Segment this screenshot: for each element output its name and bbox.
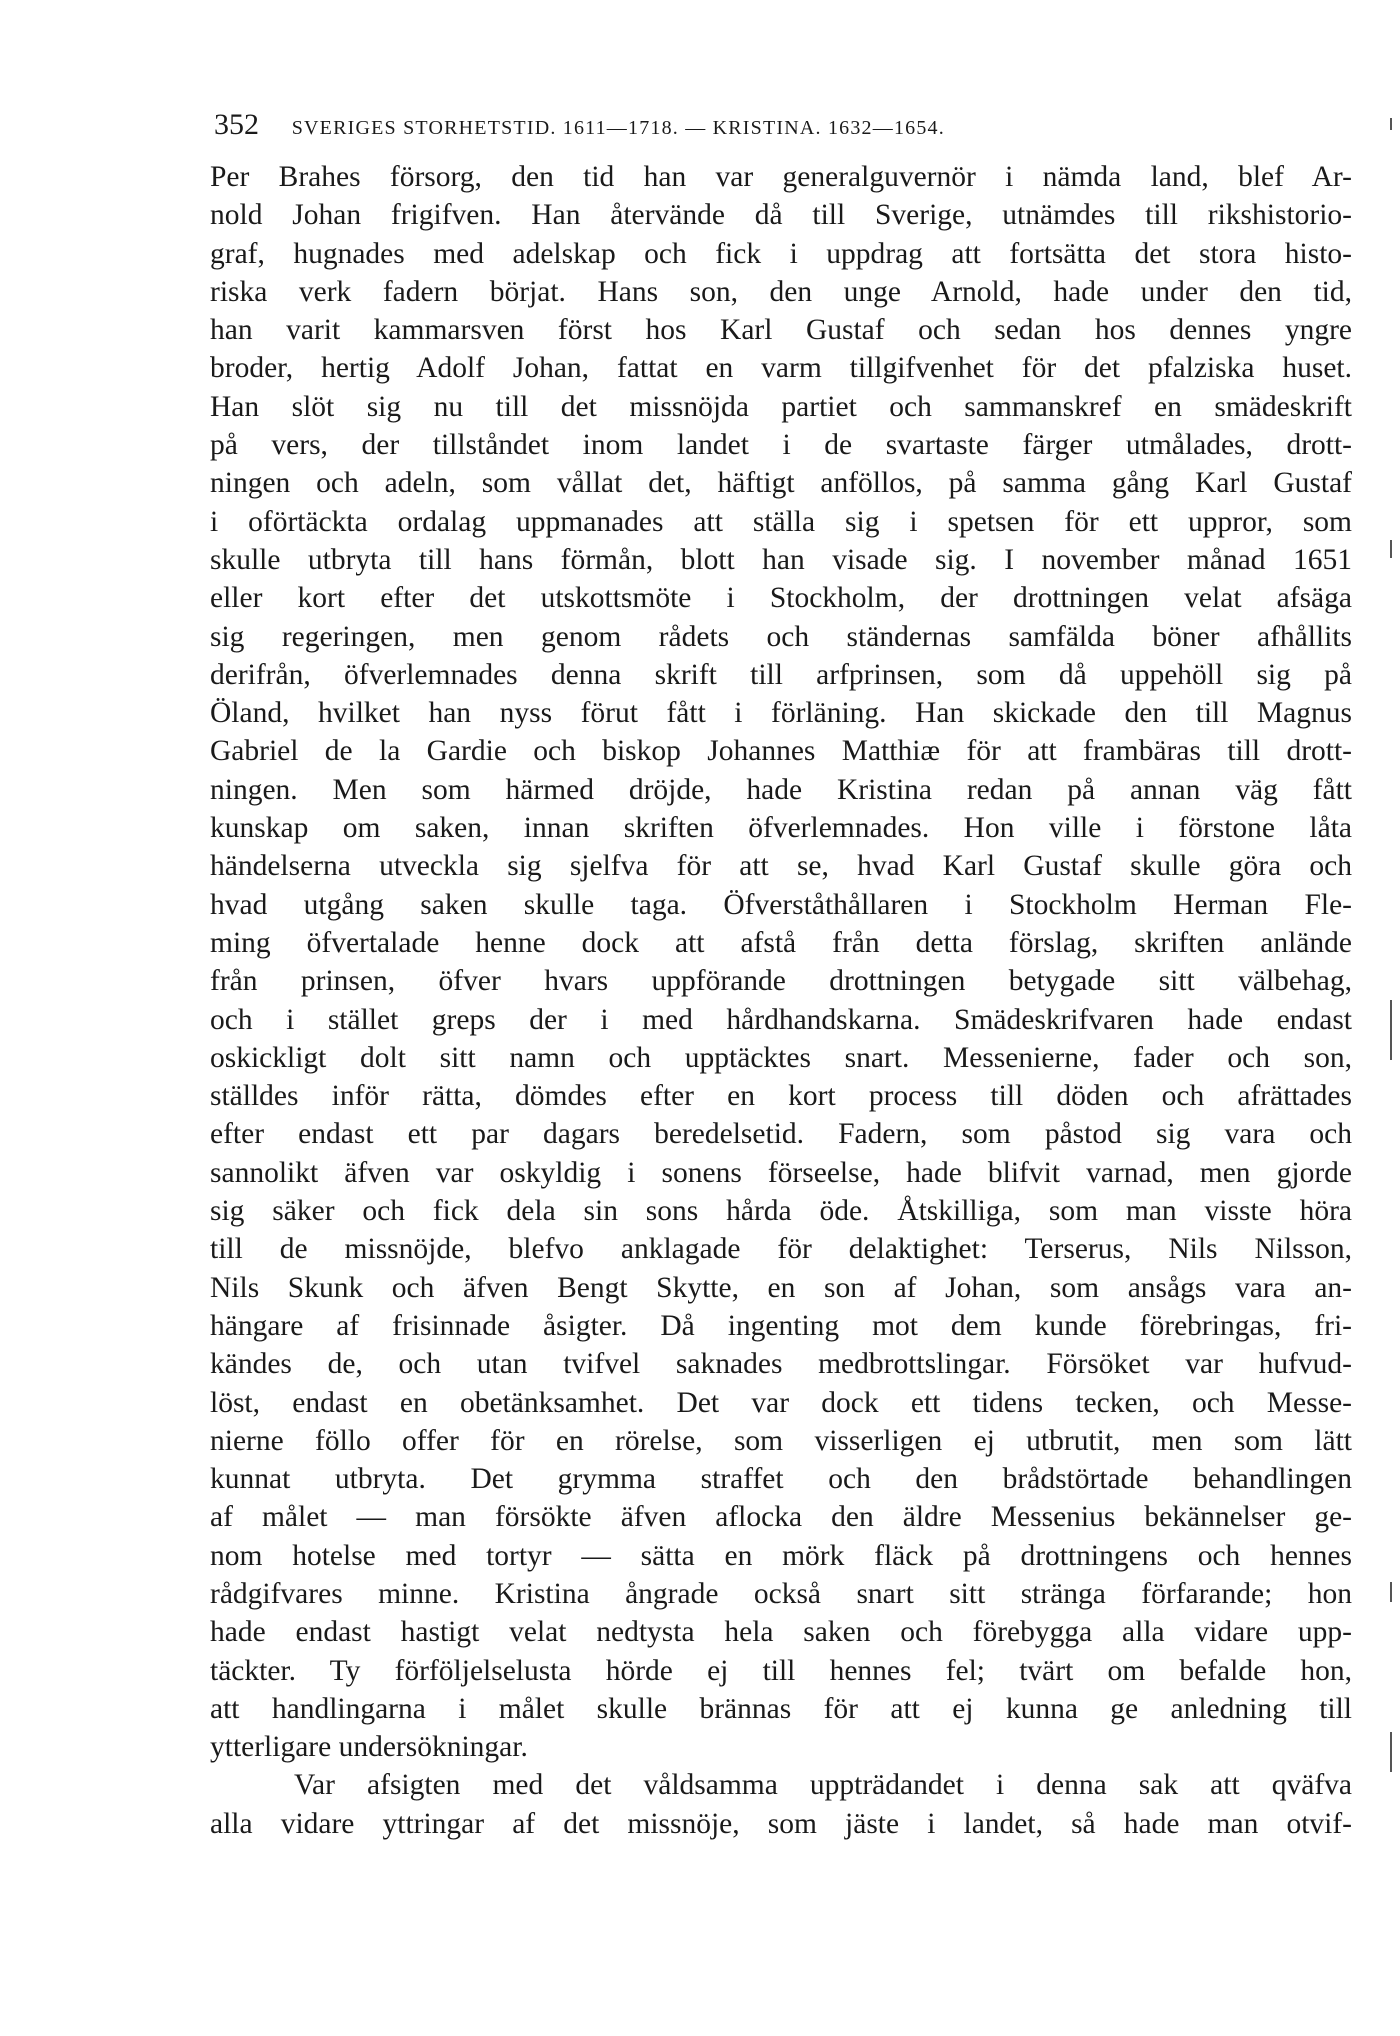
text-line: och i stället greps der i med hårdhandskarna. Smädeskrifvaren hade endast xyxy=(210,1003,1352,1036)
text-line: ningen. Men som härmed dröjde, hade Kristina redan på annan väg fått xyxy=(210,773,1352,806)
margin-mark xyxy=(1390,540,1392,558)
page-number: 352 xyxy=(214,108,259,141)
text-line: Per Brahes försorg, den tid han var generalguvernör i nämda land, blef Ar- xyxy=(210,161,1352,193)
text-line: sig säker och fick dela sin sons hårda öde. Åtskilliga, som man visste höra xyxy=(210,1195,1352,1228)
running-head xyxy=(214,108,1214,148)
text-line: hvad utgång saken skulle taga. Öfverståthållaren i Stockholm Herman Fle- xyxy=(210,888,1352,921)
paragraph xyxy=(210,158,1352,1766)
running-title: SVERIGES STORHETSTID. 1611—1718. — KRISTINA. 1632—1654. xyxy=(291,117,945,139)
text-line: att handlingarna i målet skulle brännas för att ej kunna ge anledning till xyxy=(210,1692,1352,1725)
text-line: af målet — man försökte äfven aflocka den äldre Messenius bekännelser ge- xyxy=(210,1501,1352,1534)
text-line: nierne föllo offer för en rörelse, som visserligen ej utbrutit, men som lätt xyxy=(210,1424,1352,1457)
text-line: Var afsigten med det våldsamma uppträdandet i denna sak att qväfva xyxy=(294,1769,1352,1802)
text-line: graf, hugnades med adelskap och fick i uppdrag att fortsätta det stora histo- xyxy=(210,237,1352,270)
text-line: derifrån, öfverlemnades denna skrift till arfprinsen, som då uppehöll sig på xyxy=(210,658,1352,691)
text-line: alla vidare yttringar af det missnöje, som jäste i landet, så hade man otvif- xyxy=(210,1807,1352,1840)
text-line: eller kort efter det utskottsmöte i Stockholm, der drottningen velat afsäga xyxy=(210,582,1352,615)
text-line: nom hotelse med tortyr — sätta en mörk fläck på drottningens och hennes xyxy=(210,1539,1352,1572)
text-line: Öland, hvilket han nyss förut fått i förläning. Han skickade den till Magnus xyxy=(210,697,1352,730)
text-line: rådgifvares minne. Kristina ångrade också snart sitt stränga förfarande; hon xyxy=(210,1577,1352,1610)
text-line: Nils Skunk och äfven Bengt Skytte, en son af Johan, som ansågs vara an- xyxy=(210,1271,1352,1304)
text-line: skulle utbryta till hans förmån, blott han visade sig. I november månad 1651 xyxy=(210,543,1352,576)
text-line: på vers, der tillståndet inom landet i de svartaste färger utmålades, drott- xyxy=(210,429,1352,462)
text-line: riska verk fadern börjat. Hans son, den unge Arnold, hade under den tid, xyxy=(210,275,1352,308)
text-line: han varit kammarsven först hos Karl Gustaf och sedan hos dennes yngre xyxy=(210,314,1352,347)
text-line: händelserna utveckla sig sjelfva för att se, hvad Karl Gustaf skulle göra och xyxy=(210,850,1352,883)
text-line: ningen och adeln, som vållat det, häftigt anföllos, på samma gång Karl Gustaf xyxy=(210,467,1352,500)
text-line: ställdes inför rätta, dömdes efter en kort process till döden och afrättades xyxy=(210,1080,1352,1113)
margin-mark xyxy=(1390,1732,1392,1772)
text-line: hade endast hastigt velat nedtysta hela saken och förebygga alla vidare upp- xyxy=(210,1616,1352,1649)
text-line: broder, hertig Adolf Johan, fattat en varm tillgifvenhet för det pfalziska huset. xyxy=(210,352,1352,385)
text-line: Gabriel de la Gardie och biskop Johannes Matthiæ för att frambäras till drott- xyxy=(210,735,1352,768)
text-line: kändes de, och utan tvifvel saknades medbrottslingar. Försöket var hufvud- xyxy=(210,1348,1352,1381)
text-line: sig regeringen, men genom rådets och ständernas samfälda böner afhållits xyxy=(210,620,1352,653)
margin-mark xyxy=(1390,118,1392,130)
text-line: i oförtäckta ordalag uppmanades att ställa sig i spetsen för ett uppror, som xyxy=(210,505,1352,538)
text-line: Han slöt sig nu till det missnöjda partiet och sammanskref en smädeskrift xyxy=(210,390,1352,423)
text-line: nold Johan frigifven. Han återvände då till Sverige, utnämdes till rikshistorio- xyxy=(210,199,1352,232)
text-line: till de missnöjde, blefvo anklagade för delaktighet: Terserus, Nils Nilsson, xyxy=(210,1233,1352,1266)
text-line: kunskap om saken, innan skriften öfverlemnades. Hon ville i förstone låta xyxy=(210,812,1352,845)
text-line: kunnat utbryta. Det grymma straffet och den brådstörtade behandlingen xyxy=(210,1463,1352,1496)
text-line: från prinsen, öfver hvars uppförande drottningen betygade sitt välbehag, xyxy=(210,965,1352,998)
text-line: hängare af frisinnade åsigter. Då ingenting mot dem kunde förebringas, fri- xyxy=(210,1309,1352,1342)
margin-mark xyxy=(1390,1000,1392,1060)
paragraph xyxy=(210,1766,1352,1843)
text-line: oskickligt dolt sitt namn och upptäcktes snart. Messenierne, fader och son, xyxy=(210,1041,1352,1074)
body-text xyxy=(210,158,1352,1843)
margin-mark xyxy=(1390,1582,1392,1602)
text-line: täckter. Ty förföljelselusta hörde ej till hennes fel; tvärt om befalde hon, xyxy=(210,1654,1352,1687)
text-line: sannolikt äfven var oskyldig i sonens förseelse, hade blifvit varnad, men gjorde xyxy=(210,1156,1352,1189)
text-line: efter endast ett par dagars beredelsetid. Fadern, som påstod sig vara och xyxy=(210,1118,1352,1151)
text-line: löst, endast en obetänksamhet. Det var dock ett tidens tecken, och Messe- xyxy=(210,1386,1352,1419)
text-line: ming öfvertalade henne dock att afstå från detta förslag, skriften anlände xyxy=(210,926,1352,959)
text-line: ytterligare undersökningar. xyxy=(210,1731,528,1764)
